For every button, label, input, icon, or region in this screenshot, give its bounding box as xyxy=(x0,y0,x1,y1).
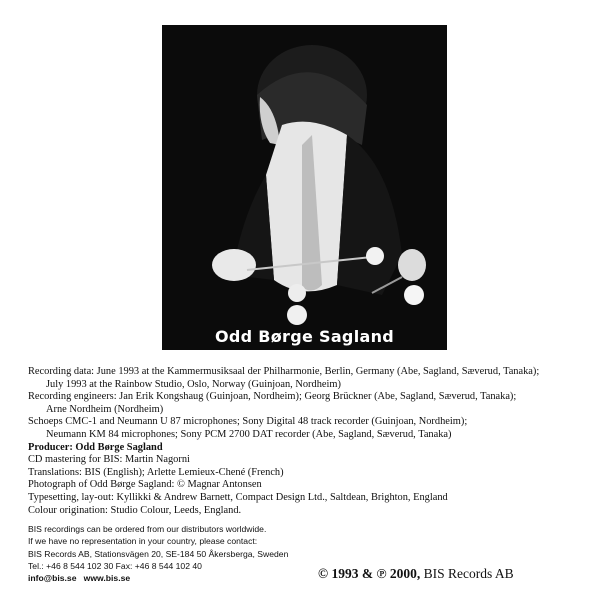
equipment-line: Schoeps CMC-1 and Neumann U 87 microphones; Sony Digital 48 track recorder (Guinjoan, Nordheim); xyxy=(28,416,468,428)
copyright-notice xyxy=(318,566,514,582)
recording-data-line: Recording data: June 1993 at the Kammermusiksaal der Philharmonie, Berlin, Germany (Abe, Sagland, Sæverud, Tanaka); xyxy=(28,366,540,377)
phone-fax-line: Tel.: +46 8 544 102 30 Fax: +46 8 544 102 40 xyxy=(28,560,202,571)
translations-line: Translations: BIS (English); Arlette Lemieux-Chené (French) xyxy=(28,466,284,478)
recording-credits xyxy=(28,366,588,517)
photo-caption: Odd Børge Sagland xyxy=(214,327,395,346)
colour-origination-line: Colour origination: Studio Colour, Leeds, England. xyxy=(28,504,242,516)
ordering-line-2: If we have no representation in your country, please contact: xyxy=(28,536,258,547)
ordering-info xyxy=(28,523,288,584)
recording-data-line-continued: July 1993 at the Rainbow Studio, Oslo, Norway (Guinjoan, Nordheim) xyxy=(46,378,341,390)
producer-line: Producer: Odd Børge Sagland xyxy=(28,441,163,453)
copyright-company: BIS Records AB xyxy=(423,566,514,581)
copyright-years: © 1993 & ℗ 2000, xyxy=(318,566,421,581)
email-link[interactable]: info@bis.se xyxy=(28,573,77,584)
recording-engineers-line: Recording engineers: Jan Erik Kongshaug (Guinjoan, Nordheim); Georg Brückner (Abe, Sagland, Sæverud, Tanaka); xyxy=(28,391,517,403)
performer-photo-art xyxy=(162,25,447,350)
ordering-line-1: BIS recordings can be ordered from our distributors worldwide. xyxy=(28,524,267,534)
company-address: BIS Records AB, Stationsvägen 20, SE-184 50 Åkersberga, Sweden xyxy=(28,548,289,559)
photograph-credit-line: Photograph of Odd Børge Sagland: © Magnar Antonsen xyxy=(28,479,262,491)
recording-engineers-line-continued: Arne Nordheim (Nordheim) xyxy=(46,403,164,415)
contact-web-line xyxy=(28,572,288,584)
mastering-line: CD mastering for BIS: Martin Nagorni xyxy=(28,454,190,466)
performer-photo xyxy=(162,25,447,350)
typesetting-line: Typesetting, lay-out: Kyllikki & Andrew Barnett, Compact Design Ltd., Saltdean, Brighton, England xyxy=(28,491,448,503)
equipment-line-continued: Neumann KM 84 microphones; Sony PCM 2700 DAT recorder (Abe, Sagland, Sæverud, Tanaka) xyxy=(46,428,452,440)
website-link[interactable]: www.bis.se xyxy=(83,573,131,584)
